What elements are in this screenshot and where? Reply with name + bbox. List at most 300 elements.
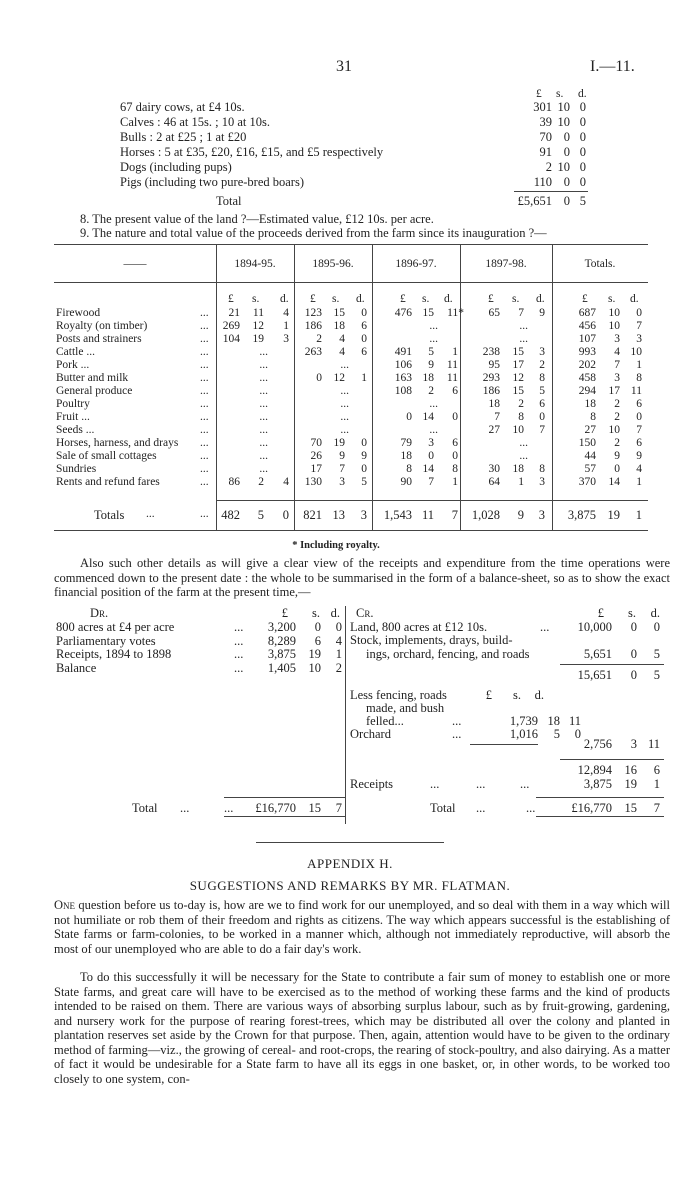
leader-dots: ...: [234, 633, 244, 648]
column-heading: 1896-97.: [395, 258, 437, 270]
cell-pounds: 79: [400, 437, 412, 449]
cell-pounds: 458: [578, 372, 596, 384]
cell-shillings: 15: [512, 346, 524, 358]
row-label: Horses, harness, and drays: [56, 437, 179, 449]
less-label: made, and bush: [366, 701, 445, 715]
stock-labels: [120, 100, 383, 190]
stock-value: 0: [579, 175, 586, 189]
cell-shillings: 2: [258, 476, 264, 488]
stock-value: 10: [557, 100, 570, 114]
cell-shillings: 2: [614, 398, 620, 410]
cell-shillings: 2: [518, 398, 524, 410]
debit-total-shillings: 15: [308, 801, 321, 815]
cell-shillings: 0: [428, 450, 434, 462]
cell-pounds: 95: [488, 359, 500, 371]
empty-cell: ...: [259, 359, 268, 371]
empty-cell: ...: [340, 385, 349, 397]
leader-dots: ...: [430, 777, 440, 791]
row-label: Sundries: [56, 463, 97, 475]
cell-shillings: 18: [422, 372, 434, 384]
cell-shillings: 7: [518, 307, 524, 319]
row-label: Firewood: [56, 307, 101, 319]
cell-pence: 2: [539, 359, 545, 371]
cell-pounds: 8: [406, 463, 412, 475]
leader-dots: ...: [200, 385, 209, 397]
total-shillings: 5: [257, 508, 264, 522]
lsd-pence: d.: [630, 293, 639, 305]
total-shillings: 11: [421, 508, 434, 522]
leader-dots: ...: [200, 476, 209, 488]
cell-pounds: 993: [578, 346, 596, 358]
cell-pence: 1: [361, 372, 367, 384]
stock-total-shillings: 0: [563, 194, 570, 208]
cell-shillings: 17: [512, 359, 524, 371]
cell-pence: 11: [446, 372, 458, 384]
debit-row-label: 800 acres at £4 per acre: [56, 620, 175, 634]
debit-value-pounds: 1,405: [267, 660, 296, 675]
leader-dots: ...: [452, 727, 462, 741]
debit-value-shillings: 19: [308, 647, 321, 661]
cell-pounds: 104: [222, 333, 240, 345]
credit-land-value-pence: 0: [653, 620, 660, 634]
cell-pounds: 269: [222, 320, 240, 332]
leader-dots: ...: [200, 398, 209, 410]
cell-shillings: 9: [428, 359, 434, 371]
orchard-value-pence: 0: [574, 727, 581, 741]
empty-cell: ...: [259, 463, 268, 475]
empty-cell: ...: [429, 424, 438, 436]
lsd-shillings: s.: [513, 688, 521, 702]
column-heading: 1895-96.: [312, 258, 354, 270]
cell-pounds: 163: [394, 372, 412, 384]
page-number: 31: [336, 58, 352, 75]
leader-dots: ...: [224, 801, 234, 815]
orchard-value-shillings: 5: [553, 727, 560, 741]
cell-pence: 4: [283, 476, 289, 488]
stock-value: 2: [545, 160, 552, 174]
cell-pounds: 0: [406, 411, 412, 423]
leader-dots: ...: [234, 660, 244, 675]
cell-shillings: 10: [608, 424, 620, 436]
cell-pounds: 30: [488, 463, 500, 475]
lsd-pounds: £: [485, 688, 492, 702]
receipts-value-pounds: 3,875: [583, 777, 612, 791]
debit-total-rule: [224, 816, 346, 817]
stock-total-pounds: £5,651: [517, 194, 552, 208]
cell-pence: 11: [446, 359, 458, 371]
cell-pounds: 491: [394, 346, 412, 358]
lsd-pence: d.: [650, 606, 660, 620]
empty-cell: ...: [259, 437, 268, 449]
cell-shillings: 17: [608, 385, 620, 397]
empty-cell: ...: [259, 398, 268, 410]
stock-value: 301: [533, 100, 552, 114]
stock-currency-pounds: £: [536, 88, 542, 100]
cell-shillings: 14: [608, 476, 620, 488]
stock-value: 0: [563, 175, 570, 189]
cell-pence: 6: [539, 398, 545, 410]
appendix-paragraph-2: To do this successfully it will be necessary for the State to contribute a fair sum of money to establish one or more State farms, and great care will have to be exercised as to the method of working these farms and the kind of products intended to be raised on them. There are various ways of absorbing surplus labour, such as by fruit-growing, gardening, and nursery work for the purpose of rearing forest-trees, which may be distributed all over the colony and planted in plantation reserves set aside by the Crown for that purpose. Then, again, attention would have to be given to the ordinary method of farming—viz., the growing of cereal- and root-crops, the rearing of stock-poultry, and also dairying. As a matter of fact it would be undesirable for a State farm to have all its eggs in one basket, or, in other words, to be worked too closely to one system, con-: [54, 970, 670, 1086]
cell-pence: 9: [539, 307, 545, 319]
row-label: General produce: [56, 385, 133, 397]
cell-pence: 6: [636, 437, 642, 449]
cell-pounds: 456: [578, 320, 596, 332]
cell-pounds: 26: [310, 450, 322, 462]
empty-cell: ...: [259, 450, 268, 462]
cell-shillings: 18: [512, 463, 524, 475]
credit-net-pounds: 12,894: [577, 763, 612, 777]
cell-pence: 0: [539, 411, 545, 423]
cell-shillings: 5: [428, 346, 434, 358]
appendix-subtitle: SUGGESTIONS AND REMARKS BY MR. FLATMAN.: [189, 878, 511, 893]
stock-total-rule: [514, 191, 588, 192]
debit-value-shillings: 6: [314, 633, 321, 648]
debit-value-pence: 4: [335, 633, 342, 648]
row-label: Pork ...: [56, 359, 90, 371]
empty-cell: ...: [429, 320, 438, 332]
debit-value-pence: 2: [335, 660, 342, 675]
leader-dots: ...: [452, 714, 462, 728]
lsd-shillings: s.: [252, 293, 260, 305]
cell-shillings: 8: [518, 411, 524, 423]
paragraph-lead-word: One: [54, 898, 76, 912]
totals-label: Totals: [94, 508, 125, 522]
orchard-value-pounds: 1,016: [509, 727, 538, 741]
row-label: Fruit ...: [56, 411, 90, 423]
lsd-shillings: s.: [312, 606, 320, 620]
cell-pounds: 293: [482, 372, 500, 384]
total-pounds: 3,875: [567, 508, 596, 522]
empty-cell: ...: [519, 320, 528, 332]
cell-shillings: 1: [518, 476, 524, 488]
cell-pence: 10: [630, 346, 642, 358]
cell-pence: 1: [452, 476, 458, 488]
lsd-pounds: £: [582, 293, 588, 305]
cell-shillings: 10: [608, 320, 620, 332]
cell-shillings: 18: [333, 320, 345, 332]
debit-row-label: Receipts, 1894 to 1898: [56, 647, 172, 661]
cell-pence: 0: [361, 463, 367, 475]
total-pounds: 482: [221, 508, 240, 522]
less-felled-value-pounds: 1,739: [509, 714, 538, 728]
stock-value: 0: [563, 130, 570, 144]
stock-value: 70: [539, 130, 552, 144]
cell-pence: 0: [452, 450, 458, 462]
cell-pounds: 370: [578, 476, 596, 488]
net-rule: [560, 759, 664, 760]
lsd-shillings: s.: [628, 606, 636, 620]
stock-value: 39: [539, 115, 552, 129]
stock-label: Calves : 46 at 15s. ; 10 at 10s.: [120, 115, 270, 129]
cell-pounds: 0: [316, 372, 322, 384]
cell-shillings: 4: [339, 346, 345, 358]
table-top-rule: [54, 244, 648, 245]
cell-pence: 6: [636, 398, 642, 410]
row-label: Rents and refund fares: [56, 476, 160, 488]
debit-total-pounds: £16,770: [255, 801, 296, 815]
stock-pence: [570, 100, 586, 190]
cell-pence: 7: [636, 424, 642, 436]
leader-dots: ...: [234, 620, 244, 634]
stock-total-pence: 5: [579, 194, 586, 208]
cell-pounds: 65: [488, 307, 500, 319]
lsd-pounds: £: [488, 293, 494, 305]
stock-value: 91: [539, 145, 552, 159]
cell-shillings: 9: [339, 450, 345, 462]
cell-pounds: 44: [584, 450, 596, 462]
less-total-pounds: 2,756: [583, 737, 612, 751]
paragraph-1-text: question before us to-day is, how are we to find work for our unemployed, and so deal with them in a way which will not humiliate or rob them of their freedom and rights as citizens. The way which appears successful is the establishing of State farms or farm-colonies, to be worked in a manner which, although not immediately reproductive, will absorb the most of our unemployed who are able to do a fair day's work.: [54, 898, 670, 956]
total-pounds: 1,028: [471, 508, 500, 522]
cell-pence: 0: [636, 307, 642, 319]
stock-currency-shillings: s.: [556, 88, 564, 100]
debit-total-rule: [224, 797, 346, 798]
cell-shillings: 9: [614, 450, 620, 462]
debit-value-pence: 1: [335, 647, 342, 661]
credit-stock-value-pence: 5: [653, 647, 660, 661]
cell-shillings: 14: [422, 463, 434, 475]
cell-pence: 1: [283, 320, 289, 332]
stock-total-label: Total: [216, 194, 242, 208]
cell-pounds: 106: [394, 359, 412, 371]
cell-pence: 11*: [447, 307, 464, 319]
cell-pounds: 8: [590, 411, 596, 423]
cell-pence: 7: [539, 424, 545, 436]
cell-shillings: 12: [333, 372, 345, 384]
empty-cell: ...: [340, 359, 349, 371]
leader-dots: ...: [520, 777, 530, 791]
section-rule: [256, 842, 444, 843]
credit-net-pence: 6: [653, 763, 660, 777]
lsd-pounds: £: [400, 293, 406, 305]
debit-value-shillings: 0: [314, 620, 321, 634]
cell-pence: 1: [636, 359, 642, 371]
cell-shillings: 7: [428, 476, 434, 488]
cell-pence: 6: [361, 346, 367, 358]
cell-pounds: 108: [394, 385, 412, 397]
stock-label: Horses : 5 at £35, £20, £16, £15, and £5 respectively: [120, 145, 384, 159]
appendix-paragraph-1: [54, 898, 670, 956]
cell-pounds: 27: [488, 424, 500, 436]
credit-land-value-pounds: 10,000: [577, 620, 612, 634]
less-rule: [470, 744, 538, 745]
cell-pence: 4: [283, 307, 289, 319]
cell-pence: 8: [539, 463, 545, 475]
cell-pounds: 263: [304, 346, 322, 358]
cell-shillings: 3: [614, 333, 620, 345]
stock-value: 10: [557, 115, 570, 129]
stock-label: Pigs (including two pure-bred boars): [120, 175, 304, 189]
cell-pence: 0: [361, 307, 367, 319]
stock-label: Dogs (including pups): [120, 160, 232, 174]
empty-cell: ...: [519, 333, 528, 345]
empty-cell: ...: [519, 450, 528, 462]
stock-currency-pence: d.: [578, 88, 587, 100]
cell-shillings: 10: [512, 424, 524, 436]
debit-row-label: Balance: [56, 660, 97, 675]
cell-pounds: 687: [578, 307, 596, 319]
cell-pence: 9: [636, 450, 642, 462]
credit-stock-label: Stock, implements, drays, build-: [350, 633, 513, 647]
lsd-pounds: £: [310, 293, 316, 305]
lsd-pounds: £: [281, 606, 288, 620]
column-heading: 1897-98.: [485, 258, 527, 270]
lsd-shillings: s.: [332, 293, 340, 305]
lsd-shillings: s.: [608, 293, 616, 305]
cell-shillings: 2: [614, 411, 620, 423]
leader-dots: ...: [234, 647, 244, 661]
debit-value-pence: 0: [335, 620, 342, 634]
appendix-title: APPENDIX H.: [307, 856, 393, 871]
total-pence: 7: [451, 508, 458, 522]
credit-stock-label: ings, orchard, fencing, and roads: [366, 647, 530, 661]
leader-dots: ...: [476, 777, 486, 791]
credit-subtotal-pounds: 15,651: [577, 668, 612, 682]
table-divider: [552, 244, 553, 530]
cell-pence: 11: [630, 385, 642, 397]
cell-shillings: 7: [614, 359, 620, 371]
column-heading: 1894-95.: [234, 258, 276, 270]
row-label: Cattle ...: [56, 346, 95, 358]
leader-dots: ...: [200, 307, 209, 319]
stock-value: 0: [563, 145, 570, 159]
lsd-pence: d.: [330, 606, 340, 620]
cell-pence: 7: [636, 320, 642, 332]
debit-value-pounds: 3,875: [267, 647, 296, 661]
debit-total-pence: 7: [335, 801, 342, 815]
credit-total-pence: 7: [653, 801, 660, 815]
cell-pounds: 7: [494, 411, 500, 423]
cell-pence: 3: [283, 333, 289, 345]
cell-shillings: 19: [252, 333, 264, 345]
leader-dots: ...: [540, 620, 550, 634]
leader-dots: ...: [200, 372, 209, 384]
empty-cell: ...: [429, 333, 438, 345]
stock-value: 0: [579, 130, 586, 144]
empty-cell: ...: [259, 372, 268, 384]
total-shillings: 19: [607, 508, 620, 522]
total-pounds: 1,543: [383, 508, 412, 522]
leader-dots: ...: [200, 450, 209, 462]
cell-pounds: 294: [578, 385, 596, 397]
cell-pence: 3: [539, 346, 545, 358]
cell-pence: 5: [361, 476, 367, 488]
lsd-pounds: £: [228, 293, 234, 305]
cell-pence: 9: [361, 450, 367, 462]
debit-value-shillings: 10: [308, 660, 321, 675]
table-blank-heading: ——: [123, 258, 147, 270]
stock-shillings: [552, 100, 570, 190]
cell-pounds: 2: [316, 333, 322, 345]
stock-value: 0: [579, 160, 586, 174]
receipts-value-pence: 1: [653, 777, 660, 791]
cell-shillings: 14: [422, 411, 434, 423]
cell-pounds: 186: [482, 385, 500, 397]
lsd-shillings: s.: [512, 293, 520, 305]
cell-shillings: 3: [339, 476, 345, 488]
total-pence: 3: [538, 508, 545, 522]
cell-pounds: 18: [400, 450, 412, 462]
balance-divider: [345, 606, 346, 824]
total-shillings: 9: [517, 508, 524, 522]
leader-dots: ...: [200, 411, 209, 423]
lsd-pence: d.: [534, 688, 544, 702]
cell-pounds: 70: [310, 437, 322, 449]
credit-total-pounds: £16,770: [571, 801, 612, 815]
lsd-pounds: £: [597, 606, 604, 620]
cell-shillings: 4: [339, 333, 345, 345]
cell-shillings: 2: [428, 385, 434, 397]
stock-value: 0: [579, 115, 586, 129]
cell-shillings: 0: [614, 463, 620, 475]
cell-pounds: 18: [488, 398, 500, 410]
row-label: Seeds ...: [56, 424, 95, 436]
lsd-pence: d.: [356, 293, 365, 305]
credit-total-shillings: 15: [624, 801, 637, 815]
cell-pounds: 202: [578, 359, 596, 371]
cell-pence: 0: [361, 333, 367, 345]
table-bottom-rule: [54, 530, 648, 531]
leader-dots: ...: [200, 346, 209, 358]
stock-label: 67 dairy cows, at £4 10s.: [120, 100, 245, 114]
stock-value: 0: [579, 100, 586, 114]
leader-dots: ...: [476, 801, 486, 815]
cell-shillings: 19: [333, 437, 345, 449]
receipts-value-shillings: 19: [624, 777, 637, 791]
cell-pounds: 238: [482, 346, 500, 358]
question-9: 9. The nature and total value of the proceeds derived from the farm since its inauguration ?—: [80, 226, 547, 240]
cell-pounds: 476: [394, 307, 412, 319]
credit-stock-value-pounds: 5,651: [583, 647, 612, 661]
stock-label: Bulls : 2 at £25 ; 1 at £20: [120, 130, 247, 144]
less-felled-value-pence: 11: [568, 714, 581, 728]
empty-cell: ...: [259, 385, 268, 397]
intro-paragraph: Also such other details as will give a clear view of the receipts and expenditure from the time operations were commenced down to the present date : the whole to be summarised in the form of a balance-sheet, so as to show the exact financial position of the farm at the present time,—: [54, 556, 670, 599]
leader-dots: ...: [200, 508, 209, 520]
cell-pounds: 90: [400, 476, 412, 488]
row-label: Royalty (on timber): [56, 320, 148, 332]
cell-pence: 6: [452, 437, 458, 449]
credit-stock-value-shillings: 0: [630, 647, 637, 661]
cell-shillings: 12: [512, 372, 524, 384]
cell-shillings: 15: [333, 307, 345, 319]
cell-shillings: 15: [512, 385, 524, 397]
cell-pounds: 64: [488, 476, 500, 488]
cell-pounds: 150: [578, 437, 596, 449]
leader-dots: ...: [200, 359, 209, 371]
cell-shillings: 3: [428, 437, 434, 449]
stock-value: 110: [533, 175, 552, 189]
stock-pounds: [508, 100, 552, 190]
credit-heading: Cr.: [356, 606, 374, 620]
empty-cell: ...: [519, 437, 528, 449]
leader-dots: ...: [180, 801, 190, 815]
credit-total-rule: [536, 816, 664, 817]
credit-land-value-shillings: 0: [630, 620, 637, 634]
empty-cell: ...: [340, 411, 349, 423]
cell-pence: 8: [452, 463, 458, 475]
question-8: 8. The present value of the land ?—Estimated value, £12 10s. per acre.: [80, 212, 434, 226]
cell-pence: 0: [452, 411, 458, 423]
lsd-pence: d.: [536, 293, 545, 305]
credit-subtotal-pence: 5: [653, 668, 660, 682]
credit-net-shillings: 16: [624, 763, 637, 777]
cell-shillings: 12: [252, 320, 264, 332]
empty-cell: ...: [259, 411, 268, 423]
row-label: Sale of small cottages: [56, 450, 157, 462]
cell-pounds: 27: [584, 424, 596, 436]
leader-dots: ...: [200, 424, 209, 436]
